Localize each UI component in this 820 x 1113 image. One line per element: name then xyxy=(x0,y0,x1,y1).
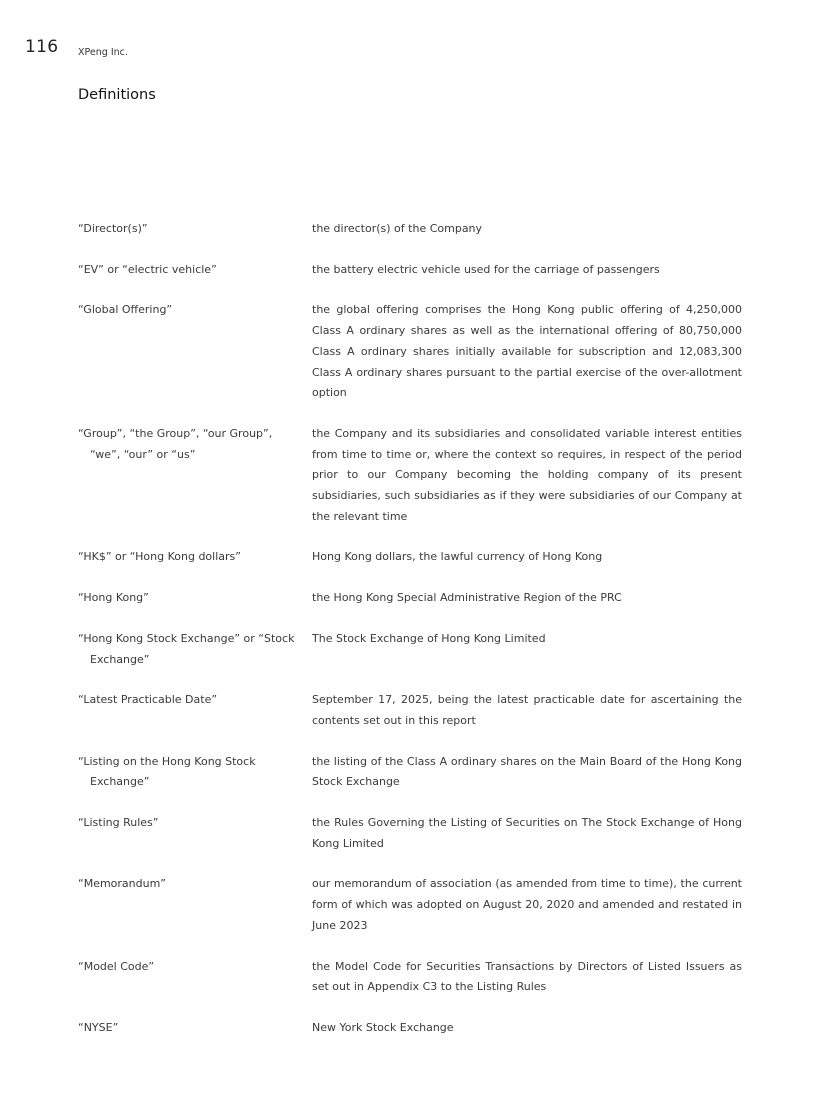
definitions-list xyxy=(78,219,742,1059)
definition-row xyxy=(78,752,742,793)
definition-term: “Hong Kong” xyxy=(78,591,149,605)
definition-meaning: the battery electric vehicle used for the carriage of passengers xyxy=(312,262,660,276)
definition-row xyxy=(78,300,742,404)
page-title: Definitions xyxy=(78,87,156,103)
definition-meaning: New York Stock Exchange xyxy=(312,1020,454,1034)
definition-row xyxy=(78,219,742,240)
definition-term: “Director(s)” xyxy=(78,222,148,235)
page-number: 116 xyxy=(25,37,59,57)
definition-meaning: the Rules Governing the Listing of Securities on The Stock Exchange of Hong Kong Limited xyxy=(312,816,742,850)
definition-row xyxy=(78,588,742,609)
definition-row xyxy=(78,690,742,731)
definition-term: “HK$” or “Hong Kong dollars” xyxy=(78,550,241,564)
definition-meaning: the director(s) of the Company xyxy=(312,222,483,235)
definition-term: “Model Code” xyxy=(78,959,155,973)
definition-row xyxy=(78,260,742,281)
definition-row xyxy=(78,813,742,854)
definition-row xyxy=(78,874,742,936)
definition-term: “Global Offering” xyxy=(78,303,173,317)
definition-row xyxy=(78,547,742,568)
definition-row xyxy=(78,957,742,998)
definition-meaning: our memorandum of association (as amended from time to time), the current form of which was adopted on August 20, 2020 and amended and restated in June 2023 xyxy=(312,877,742,932)
definition-meaning: The Stock Exchange of Hong Kong Limited xyxy=(312,631,546,645)
definition-row xyxy=(78,629,742,670)
definition-term: “Latest Practicable Date” xyxy=(78,693,218,707)
definition-row xyxy=(78,424,742,528)
definition-term: “Hong Kong Stock Exchange” or “Stock Exchange” xyxy=(78,631,295,666)
definition-term: “Listing on the Hong Kong Stock Exchange” xyxy=(78,754,256,789)
definition-meaning: the Company and its subsidiaries and consolidated variable interest entities from time to time or, where the context so requires, in respect of the period prior to our Company becoming the holding company of its present subsidiaries, such subsidiaries as if they were subsidiaries of our Company at the relevant time xyxy=(312,426,742,523)
definition-meaning: the global offering comprises the Hong Kong public offering of 4,250,000 Class A ordinary shares as well as the international offering of 80,750,000 Class A ordinary shares initially available for subscription and 12,083,300 Class A ordinary shares pursuant to the partial exercise of the over-allotment option xyxy=(312,303,742,400)
definition-meaning: the Hong Kong Special Administrative Region of the PRC xyxy=(312,591,622,605)
definition-meaning: Hong Kong dollars, the lawful currency of Hong Kong xyxy=(312,550,603,564)
definition-meaning: the Model Code for Securities Transactions by Directors of Listed Issuers as set out in Appendix C3 to the Listing Rules xyxy=(312,959,742,994)
definition-term: “Listing Rules” xyxy=(78,816,159,830)
definition-meaning: the listing of the Class A ordinary shares on the Main Board of the Hong Kong Stock Exchange xyxy=(312,754,742,789)
definition-term: “NYSE” xyxy=(78,1020,119,1034)
definition-term: “EV” or “electric vehicle” xyxy=(78,262,217,276)
company-name: XPeng Inc. xyxy=(78,47,128,58)
definition-term: “Memorandum” xyxy=(78,877,167,891)
definition-term: “Group”, “the Group”, “our Group”, “we”, “our” or “us” xyxy=(78,426,273,461)
definition-row xyxy=(78,1018,742,1039)
definition-meaning: September 17, 2025, being the latest practicable date for ascertaining the contents set out in this report xyxy=(312,693,742,727)
